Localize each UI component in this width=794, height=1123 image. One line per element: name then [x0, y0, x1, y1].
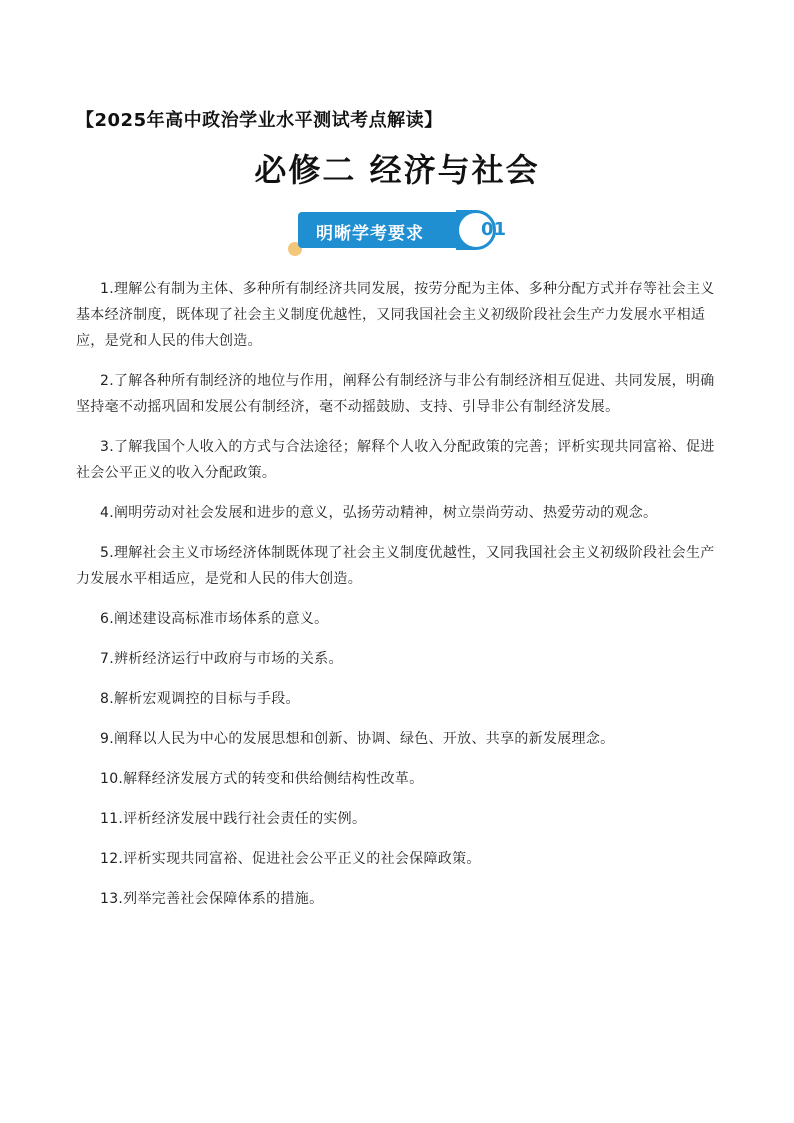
- document-header-tag: 【2025年高中政治学业水平测试考点解读】: [76, 110, 443, 131]
- section-number: 01: [481, 219, 507, 240]
- list-item: 5.理解社会主义市场经济体制既体现了社会主义制度优越性，又同我国社会主义初级阶段社会生产力发展水平相适应，是党和人民的伟大创造。: [76, 545, 715, 587]
- requirements-list: [76, 276, 724, 917]
- list-item: 10.解释经济发展方式的转变和供给侧结构性改革。: [100, 771, 424, 787]
- list-item: 7.辨析经济运行中政府与市场的关系。: [100, 651, 343, 667]
- list-item: 9.阐释以人民为中心的发展思想和创新、协调、绿色、开放、共享的新发展理念。: [100, 731, 615, 747]
- list-item: 3.了解我国个人收入的方式与合法途径；解释个人收入分配政策的完善；评析实现共同富裕、促进社会公平正义的收入分配政策。: [76, 439, 715, 481]
- list-item: 8.解析宏观调控的目标与手段。: [100, 691, 300, 707]
- list-item: 6.阐述建设高标准市场体系的意义。: [100, 611, 329, 627]
- list-item: 12.评析实现共同富裕、促进社会公平正义的社会保障政策。: [100, 851, 481, 867]
- section-heading: 明晰学考要求: [316, 224, 424, 244]
- page-title: 必修二 经济与社会: [254, 151, 540, 189]
- list-item: 4.阐明劳动对社会发展和进步的意义，弘扬劳动精神，树立崇尚劳动、热爱劳动的观念。: [100, 505, 658, 521]
- list-item: 2.了解各种所有制经济的地位与作用，阐释公有制经济与非公有制经济相互促进、共同发展，明确坚持毫不动摇巩固和发展公有制经济，毫不动摇鼓励、支持、引导非公有制经济发展。: [76, 373, 715, 415]
- list-item: 1.理解公有制为主体、多种所有制经济共同发展，按劳分配为主体、多种分配方式并存等社会主义基本经济制度，既体现了社会主义制度优越性，又同我国社会主义初级阶段社会生产力发展水平相适应，是党和人民的伟大创造。: [76, 281, 715, 349]
- list-item: 11.评析经济发展中践行社会责任的实例。: [100, 811, 367, 827]
- section-banner: [288, 210, 513, 256]
- list-item: 13.列举完善社会保障体系的措施。: [100, 891, 324, 907]
